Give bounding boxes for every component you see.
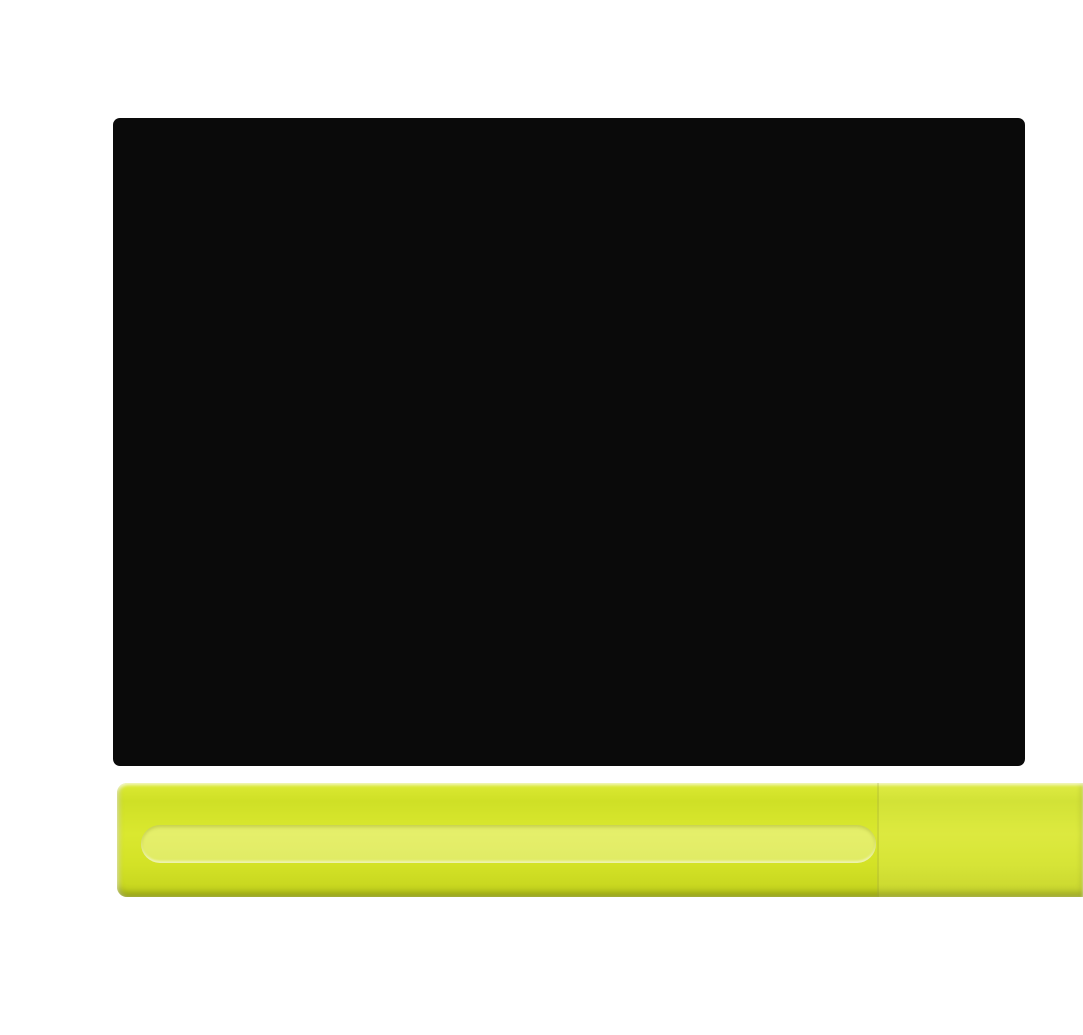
ruler-seam — [877, 783, 1083, 897]
logo-speed-lines-icon — [477, 840, 488, 843]
zooxae-logo — [473, 822, 529, 869]
zooxae-logo-icon — [473, 822, 520, 869]
egg-crate-grid — [113, 118, 1025, 766]
ruler — [117, 783, 1083, 897]
